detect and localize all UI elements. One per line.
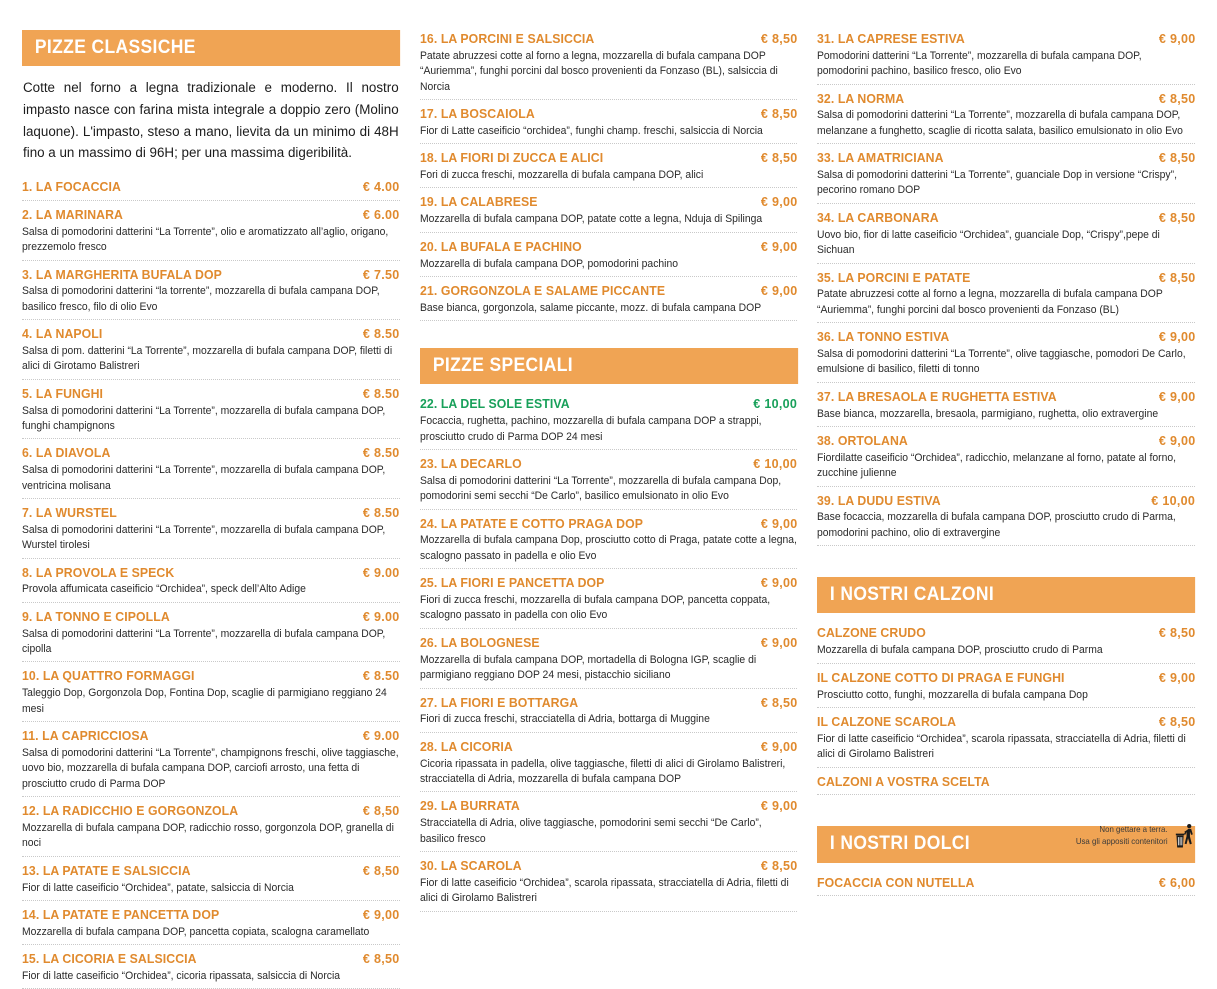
menu-item — [420, 857, 798, 912]
recycle-text — [1076, 824, 1168, 848]
menu-item-description: Prosciutto cotto, funghi, mozzarella di bufala campana Dop — [817, 688, 1089, 701]
menu-item-price: € 9.00 — [363, 728, 400, 744]
menu-item-name: 18. LA FIORI DI ZUCCA E ALICI — [419, 150, 603, 166]
menu-item-head — [817, 209, 1195, 227]
menu-item-price: € 9,00 — [760, 515, 798, 531]
menu-item-name: FOCACCIA CON NUTELLA — [817, 874, 975, 890]
menu-item-head — [420, 238, 798, 256]
menu-item-name: 32. LA NORMA — [817, 90, 905, 106]
menu-item-head — [420, 282, 798, 300]
menu-item-price: € 8,50 — [760, 694, 798, 710]
menu-item — [817, 432, 1195, 487]
menu-item — [817, 773, 1195, 796]
recycle-notice — [1072, 823, 1197, 849]
menu-item-name: 1. LA FOCACCIA — [22, 179, 121, 195]
menu-item-name: 29. LA BURRATA — [419, 798, 520, 814]
menu-item-head — [420, 193, 798, 211]
menu-item-description: Stracciatella di Adria, olive taggiasche, pomodorini semi secchi “De Carlo”, basilico fresco — [419, 817, 762, 845]
menu-item-name: 16. LA PORCINI E SALSICCIA — [419, 31, 595, 46]
menu-item-price: € 4.00 — [363, 179, 400, 195]
menu-item-head — [420, 634, 798, 652]
menu-item-price: € 9,00 — [363, 906, 400, 922]
menu-item-name: 22. LA DEL SOLE ESTIVA — [419, 396, 570, 412]
menu-item-name: 27. LA FIORI E BOTTARGA — [419, 694, 578, 710]
menu-item-description: Fior di latte caseificio “Orchidea”, scarola ripassata, stracciatella di Adria, filetti di alici di Girolamo Balistreri — [817, 732, 1187, 761]
menu-item-description: Mozzarella di bufala campana DOP, mortadella di Bologna IGP, scaglie di parmigiano reggiano DOP 24 mesi, pistacchio siciliano — [419, 653, 756, 682]
menu-item — [22, 564, 400, 603]
menu-item — [420, 574, 798, 629]
menu-item-price: € 8,50 — [363, 803, 400, 819]
menu-item-name: 20. LA BUFALA E PACHINO — [419, 238, 582, 254]
menu-item — [22, 862, 400, 901]
menu-item-head — [420, 395, 798, 413]
section-header-i-nostri-calzoni — [817, 577, 1195, 613]
menu-item-head — [817, 624, 1195, 642]
menu-item-description: Taleggio Dop, Gorgonzola Dop, Fontina Dop, scaglie di parmigiano reggiano 24 mesi — [22, 687, 387, 715]
menu-item-price: € 8.50 — [363, 668, 400, 684]
menu-item-price: € 8,50 — [1158, 713, 1196, 729]
menu-item-price: € 8.50 — [363, 385, 400, 401]
menu-item-description: Mozzarella di bufala campana DOP, prosciutto crudo di Parma — [817, 644, 1103, 657]
menu-item-name: 24. LA PATATE E COTTO PRAGA DOP — [419, 515, 643, 531]
menu-item-name: 21. GORGONZOLA E SALAME PICCANTE — [419, 282, 665, 298]
menu-item-description: Mozzarella di bufala campana Dop, prosciutto cotto di Praga, patate cotte a legna, scalogno passato in padella e olio Evo — [419, 534, 797, 562]
menu-item-name: 5. LA FUNGHI — [22, 385, 104, 401]
menu-item-price: € 9,00 — [760, 282, 798, 298]
menu-item — [420, 149, 798, 188]
menu-item — [817, 149, 1195, 204]
menu-item-head — [22, 206, 400, 224]
menu-item-price: € 9,00 — [1158, 329, 1196, 345]
menu-item-description: Fiori di zucca freschi, stracciatella di Adria, bottarga di Muggine — [419, 713, 710, 726]
menu-item — [22, 906, 400, 945]
spacer — [817, 551, 1195, 577]
menu-item-price: € 8,50 — [760, 150, 798, 166]
menu-item-price: € 8,50 — [1158, 269, 1196, 285]
menu-item-description: Mozzarella di bufala campana DOP, patate cotte a legna, Nduja di Spilinga — [419, 213, 762, 226]
menu-column-3 — [813, 30, 1199, 890]
menu-item-price: € 9,00 — [760, 738, 798, 754]
section-title: I NOSTRI DOLCI — [817, 826, 1195, 862]
menu-item-price: € 8,50 — [760, 106, 798, 122]
menu-item-head — [22, 950, 400, 968]
menu-item-name: 8. LA PROVOLA E SPECK — [22, 564, 175, 580]
menu-item — [817, 713, 1195, 768]
menu-item-name: 13. LA PATATE E SALSICCIA — [22, 862, 191, 878]
menu-item — [420, 797, 798, 852]
menu-item-head — [817, 149, 1195, 167]
menu-item — [817, 492, 1195, 547]
menu-item-name: 31. LA CAPRESE ESTIVA — [817, 31, 966, 46]
menu-item-head — [420, 105, 798, 123]
menu-item-description: Base bianca, mozzarella, bresaola, parmigiano, rughetta, olio extravergine — [817, 407, 1159, 420]
menu-item-description: Fior di Latte caseificio “orchidea”, funghi champ. freschi, salsiccia di Norcia — [419, 124, 763, 137]
menu-item-description: Provola affumicata caseificio “Orchidea”, speck dell’Alto Adige — [22, 583, 306, 596]
menu-item — [817, 624, 1195, 663]
menu-item-name: 10. LA QUATTRO FORMAGGI — [22, 668, 195, 684]
menu-item-head — [817, 432, 1195, 450]
menu-item-name: CALZONE CRUDO — [817, 625, 927, 641]
menu-item-description: Mozzarella di bufala campana DOP, pancetta copiata, scalogna caramellato — [22, 925, 370, 938]
menu-item-head — [420, 574, 798, 592]
recycle-tidyman-icon — [1175, 823, 1197, 849]
menu-item-head — [420, 857, 798, 875]
menu-item-description: Base bianca, gorgonzola, salame piccante, mozz. di bufala campana DOP — [419, 301, 761, 314]
menu-item — [817, 30, 1195, 85]
menu-item-head — [22, 385, 400, 403]
menu-item-name: IL CALZONE SCAROLA — [817, 713, 957, 729]
recycle-line-2: Usa gli appositi contenitori — [1076, 837, 1168, 846]
menu-item — [22, 206, 400, 261]
menu-item-description: Salsa di pomodorini datterini “la torrente”, mozzarella di bufala campana DOP, basilico fresco, filo di olio Evo — [22, 285, 380, 313]
menu-item-name: 17. LA BOSCAIOLA — [419, 106, 535, 122]
menu-item-price: € 10,00 — [753, 396, 798, 412]
menu-item-name: 9. LA TONNO E CIPOLLA — [22, 608, 170, 624]
menu-item-description: Cicoria ripassata in padella, olive taggiasche, filetti di alici di Girolamo Balistreri, stracciatella di Adria, mozzarella di bufala campana DOP — [419, 757, 785, 785]
menu-item — [420, 105, 798, 144]
menu-item-name: 35. LA PORCINI E PATATE — [817, 269, 971, 285]
menu-item-head — [22, 906, 400, 924]
menu-item-head — [420, 515, 798, 533]
menu-item — [22, 266, 400, 321]
menu-item-name: 6. LA DIAVOLA — [22, 445, 111, 461]
menu-item-price: € 8,50 — [1158, 209, 1196, 225]
menu-item-head — [817, 269, 1195, 287]
menu-item-name: 7. LA WURSTEL — [22, 505, 117, 521]
menu-item — [22, 444, 400, 499]
menu-item — [22, 385, 400, 440]
section-header-pizze-speciali — [420, 348, 798, 384]
menu-item — [22, 950, 400, 989]
menu-item — [22, 178, 400, 201]
menu-item-description: Focaccia, rughetta, pachino, mozzarella di bufala campana DOP a strappi, prosciutto crudo di Parma DOP 24 mesi — [419, 415, 762, 443]
menu-item — [420, 738, 798, 793]
menu-item — [817, 328, 1195, 383]
menu-item-price: € 9.00 — [363, 608, 400, 624]
menu-item-price: € 8.50 — [363, 326, 400, 342]
menu-item-description: Fior di latte caseificio “Orchidea”, patate, salsiccia di Norcia — [22, 881, 294, 894]
spacer — [420, 326, 798, 348]
menu-item — [420, 395, 798, 450]
menu-item-description: Salsa di pomodorini datterini “La Torrente”, mozzarella di bufala campana DOP, funghi champignons — [22, 404, 386, 432]
menu-item-description: Mozzarella di bufala campana DOP, radicchio rosso, gorgonzola DOP, granella di noci — [22, 821, 394, 850]
menu-item — [420, 694, 798, 733]
menu-item-description: Fior di latte caseificio “Orchidea”, cicoria ripassata, salsiccia di Norcia — [22, 970, 341, 983]
menu-item-price: € 8,50 — [760, 31, 798, 46]
menu-item-name: 23. LA DECARLO — [419, 456, 522, 472]
menu-item-list-col2-speciali — [420, 395, 798, 911]
menu-column-1 — [18, 30, 404, 983]
menu-item-description: Uovo bio, fior di latte caseificio “Orchidea”, guanciale Dop, “Crispy”,pepe di Sichuan — [817, 228, 1161, 257]
menu-item-head — [420, 694, 798, 712]
menu-item-description: Salsa di pomodorini datterini “La Torrente”, mozzarella di bufala campana DOP, Wurstel tirolesi — [22, 523, 386, 552]
menu-item-price: € 7.50 — [363, 266, 400, 282]
menu-item-price: € 8.50 — [363, 445, 400, 461]
menu-item-head — [22, 802, 400, 820]
menu-item-head — [817, 669, 1195, 687]
menu-item-name: 34. LA CARBONARA — [817, 209, 939, 225]
menu-item-name: 30. LA SCAROLA — [419, 857, 522, 873]
menu-item-name: 15. LA CICORIA E SALSICCIA — [22, 951, 197, 967]
menu-item-name: 33. LA AMATRICIANA — [817, 150, 944, 166]
menu-item-head — [22, 504, 400, 522]
menu-item-head — [817, 874, 1195, 892]
menu-item-head — [817, 328, 1195, 346]
menu-item-description: Mozzarella di bufala campana DOP, pomodorini pachino — [419, 257, 678, 270]
menu-item-name: IL CALZONE COTTO DI PRAGA E FUNGHI — [817, 669, 1065, 685]
menu-item — [420, 455, 798, 510]
menu-item-name: 14. LA PATATE E PANCETTA DOP — [22, 906, 220, 922]
menu-item-head — [420, 738, 798, 756]
menu-item-price: € 8,50 — [363, 951, 400, 967]
section-title: PIZZE SPECIALI — [420, 348, 798, 384]
menu-item-description: Salsa di pomodorini datterini “La Torrente”, olio e aromatizzato all’aglio, origano, prezzemolo fresco — [22, 225, 389, 254]
menu-item-price: € 8,50 — [1158, 90, 1196, 106]
menu-item-name: 28. LA CICORIA — [419, 738, 513, 754]
menu-item-description: Pomodorini datterini “La Torrente”, mozzarella di bufala campana DOP, pomodorini pachino, basilico fresco, olio Evo — [817, 49, 1142, 78]
menu-item-price: € 9,00 — [760, 798, 798, 814]
menu-item — [817, 269, 1195, 324]
menu-item-price: € 9,00 — [760, 238, 798, 254]
menu-item-price: € 9,00 — [1158, 432, 1196, 448]
menu-item-name: CALZONI A VOSTRA SCELTA — [817, 773, 991, 789]
pizze-classiche-intro: Cotte nel forno a legna tradizionale e moderno. Il nostro impasto nasce con farina mista integrale a doppio zero (Molino laquone). L'impasto, steso a mano, lievita da un minimo di 48H fino a un massimo di 96H; per una massima digeribilità. — [23, 80, 399, 161]
menu-item-head — [817, 492, 1195, 510]
menu-item-description: Fori di zucca freschi, mozzarella di bufala campana DOP, alici — [419, 169, 703, 182]
menu-item-head — [22, 444, 400, 462]
menu-item-name: 36. LA TONNO ESTIVA — [817, 329, 950, 345]
menu-item-list-dolci — [817, 874, 1195, 897]
menu-item — [22, 608, 400, 663]
menu-item-head — [22, 727, 400, 745]
menu-item-price: € 10,00 — [1151, 492, 1196, 508]
menu-item — [817, 209, 1195, 264]
menu-item-price: € 8,50 — [363, 862, 400, 878]
menu-item-description: Salsa di pomodorini datterini “La Torrente”, mozzarella di bufala campana DOP, cipolla — [22, 627, 386, 656]
menu-item — [22, 504, 400, 559]
menu-item-price: € 6.00 — [363, 206, 400, 222]
menu-item-name: 25. LA FIORI E PANCETTA DOP — [419, 575, 605, 591]
section-header-pizze-classiche — [22, 30, 400, 66]
menu-item-head — [817, 713, 1195, 731]
menu-item-head — [817, 90, 1195, 108]
menu-item-head — [22, 325, 400, 343]
menu-item-price: € 6,00 — [1158, 874, 1196, 890]
menu-item-description: Fiori di zucca freschi, mozzarella di bufala campana DOP, pancetta coppata, scalogno passato in padella con olio Evo — [419, 594, 770, 622]
menu-item-description: Salsa di pom. datterini “La Torrente”, mozzarella di bufala campana DOP, filetti di alici di Girotamo Balistreri — [22, 344, 393, 373]
menu-item-name: 11. LA CAPRICCIOSA — [22, 728, 149, 744]
menu-item-list-col2-classiche — [420, 30, 798, 321]
menu-item-list-col3-speciali — [817, 30, 1195, 546]
menu-item — [817, 669, 1195, 708]
menu-item-head — [22, 178, 400, 196]
menu-item — [420, 193, 798, 232]
menu-item-list-calzoni — [817, 624, 1195, 795]
menu-item-head — [420, 797, 798, 815]
menu-item-head — [420, 30, 798, 48]
menu-item-head — [22, 266, 400, 284]
menu-item-name: 3. LA MARGHERITA BUFALA DOP — [22, 266, 222, 282]
menu-item-head — [817, 388, 1195, 406]
menu-item-name: 39. LA DUDU ESTIVA — [817, 492, 942, 508]
menu-item-head — [420, 149, 798, 167]
menu-item — [420, 282, 798, 321]
menu-item-price: € 9.00 — [363, 564, 400, 580]
menu-item-name: 37. LA BRESAOLA E RUGHETTA ESTIVA — [817, 388, 1058, 404]
menu-item — [420, 238, 798, 277]
menu-item — [420, 515, 798, 570]
menu-item-description: Salsa di pomodorini datterini “La Torrente”, champignons freschi, olive taggiasche, uovo bio, mozzarella di bufala campana DOP, carciofi arrosto, una fetta di prosciutto crudo di Parma DOP — [22, 746, 399, 790]
menu-item — [817, 874, 1195, 897]
menu-item-description: Fior di latte caseificio “Orchidea”, scarola ripassata, stracciatella di Adria, filetti di alici di Girolamo Balistreri — [419, 876, 789, 905]
menu-item — [22, 667, 400, 722]
menu-item-price: € 8,50 — [1158, 150, 1196, 166]
section-title: I NOSTRI CALZONI — [817, 577, 1195, 613]
menu-item-description: Fiordilatte caseificio “Orchidea”, radicchio, melanzane al forno, patate al forno, zucchine julienne — [817, 451, 1177, 480]
menu-item-description: Salsa di pomodorini datterini “La Torrente”, mozzarella di bufala campana Dop, pomodorini semi secchi “De Carlo”, basilico emulsionato in olio Evo — [419, 474, 781, 503]
menu-item-head — [22, 564, 400, 582]
menu-item-head — [22, 667, 400, 685]
menu-item-head — [420, 455, 798, 473]
menu-item-description: Base focaccia, mozzarella di bufala campana DOP, prosciutto crudo di Parma, pomodorini pachino, olio di extravergine — [817, 511, 1177, 539]
menu-item-price: € 8,50 — [1158, 625, 1196, 641]
menu-item-description: Salsa di pomodorini datterini “La Torrente”, olive taggiasche, pomodori De Carlo, emulsione di basilico, filetti di tonno — [817, 347, 1186, 376]
menu-item-price: € 8,50 — [760, 857, 798, 873]
menu-item-head — [22, 608, 400, 626]
menu-item-description: Patate abruzzesi cotte al forno a legna, mozzarella di bufala campana DOP “Auriemma”, funghi porcini dal bosco provenienti da Fonzaso (BL) — [817, 288, 1163, 316]
section-title: PIZZE CLASSICHE — [22, 30, 400, 66]
menu-item-list-col1 — [22, 178, 400, 989]
menu-item — [22, 802, 400, 857]
menu-item-head — [817, 30, 1195, 48]
menu-item-description: Salsa di pomodorini datterini “La Torrente”, mozzarella di bufala campana DOP, ventricina molisana — [22, 464, 386, 492]
menu-item-name: 4. LA NAPOLI — [22, 326, 103, 342]
menu-item — [817, 388, 1195, 427]
menu-item — [420, 30, 798, 100]
menu-item-description: Salsa di pomodorini datterini “La Torrente”, mozzarella di bufala campana DOP, melanzane a funghetto, scaglie di ricotta salata, basilico emulsionato in olio Evo — [817, 109, 1184, 137]
menu-item-description: Patate abruzzesi cotte al forno a legna, mozzarella di bufala campana DOP “Auriemma”, funghi porcini dal bosco provenienti da Fonzaso (BL), salsiccia di Norcia — [419, 49, 778, 93]
menu-item-name: 2. LA MARINARA — [22, 206, 124, 222]
menu-column-2 — [416, 30, 802, 905]
recycle-line-1: Non gettare a terra. — [1099, 825, 1168, 835]
menu-item-price: € 8.50 — [363, 505, 400, 521]
menu-item-head — [817, 773, 1195, 791]
menu-item-name: 26. LA BOLOGNESE — [419, 634, 540, 650]
menu-item-price: € 9,00 — [1158, 669, 1196, 685]
menu-item — [22, 325, 400, 380]
menu-item — [420, 634, 798, 689]
menu-item-price: € 9,00 — [1158, 388, 1196, 404]
menu-item-head — [22, 862, 400, 880]
menu-item-price: € 9,00 — [760, 194, 798, 210]
menu-item-price: € 9,00 — [1158, 31, 1196, 46]
menu-item — [817, 90, 1195, 145]
menu-item-price: € 9,00 — [760, 634, 798, 650]
menu-item — [22, 727, 400, 797]
menu-item-name: 19. LA CALABRESE — [419, 194, 538, 210]
menu-item-description: Salsa di pomodorini datterini “La Torrente”, guanciale Dop in versione “Crispy”, pecorino romano DOP — [817, 169, 1178, 197]
menu-item-price: € 10,00 — [753, 456, 798, 472]
menu-item-price: € 9,00 — [760, 575, 798, 591]
menu-item-name: 38. ORTOLANA — [817, 432, 909, 448]
menu-item-name: 12. LA RADICCHIO E GORGONZOLA — [22, 803, 239, 819]
